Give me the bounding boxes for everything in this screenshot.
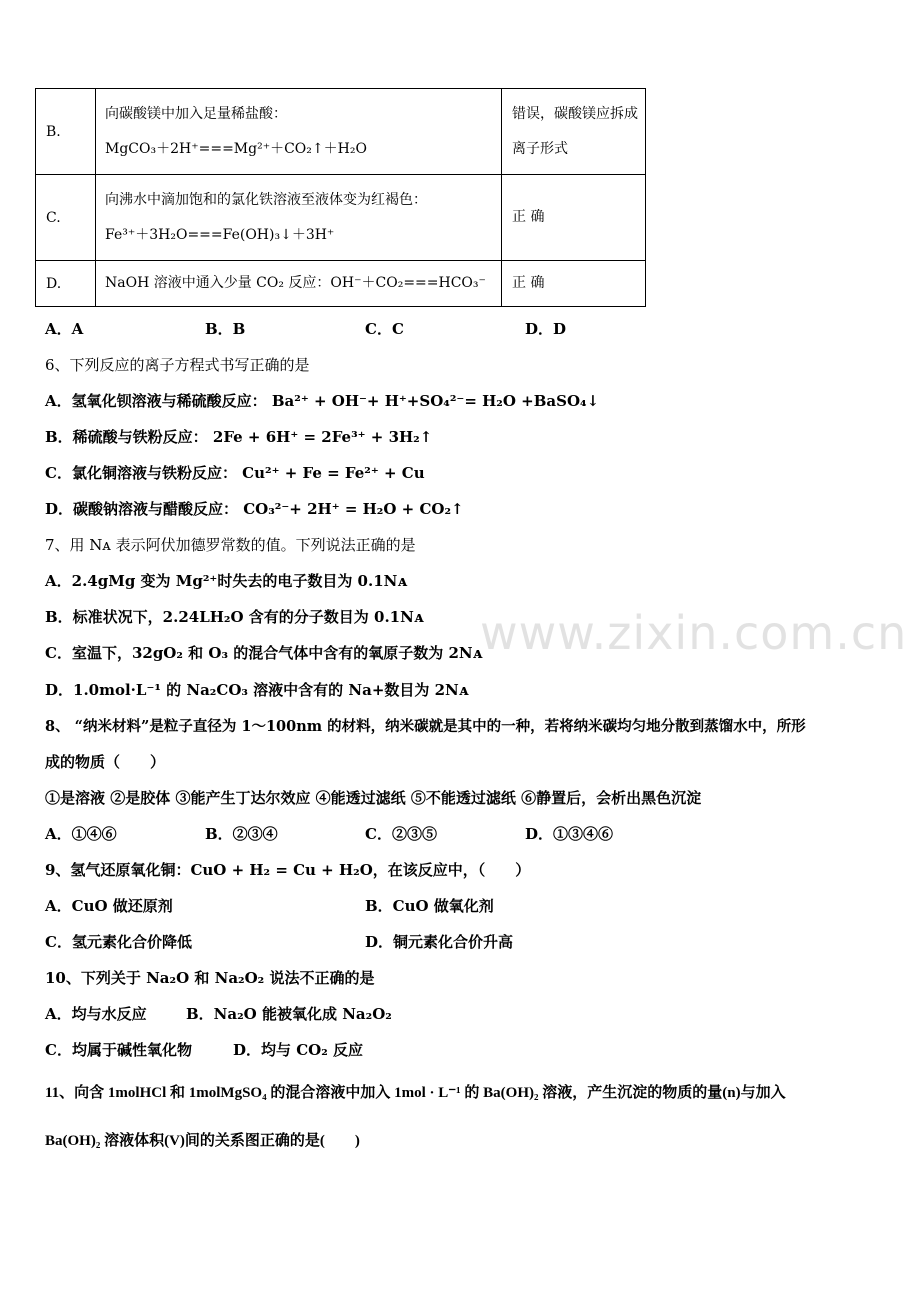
- q9-option-a: A．CuO 做还原剂: [45, 897, 173, 915]
- q7-option-a: A．2.4gMg 变为 Mg²⁺时失去的电子数目为 0.1Nᴀ: [45, 572, 407, 590]
- question-11-stem-cont: Ba(OH)₂ 溶液体积(V)间的关系图正确的是( ): [45, 1133, 360, 1149]
- table-row: [36, 261, 646, 307]
- q8-option-d: D．①③④⑥: [525, 825, 614, 843]
- row-equation: Fe³⁺＋3H₂O===Fe(OH)₃↓＋3H⁺: [105, 226, 335, 243]
- question-11-stem: 11、向含 1molHCl 和 1molMgSO₄ 的混合溶液中加入 1mol · L⁻¹ 的 Ba(OH)₂ 溶液，产生沉淀的物质的量(n)与加入: [45, 1085, 786, 1101]
- question-9-stem: 9、氢气还原氧化铜：CuO + H₂ = Cu + H₂O，在该反应中，（ ）: [45, 861, 531, 879]
- q10-option-b: B．Na₂O 能被氧化成 Na₂O₂: [186, 1005, 392, 1023]
- q8-option-b: B．②③④: [205, 825, 278, 843]
- row-label: D.: [36, 261, 96, 307]
- q9-option-d: D．铜元素化合价升高: [365, 933, 514, 951]
- q7-option-b: B．标准状况下，2.24LH₂O 含有的分子数目为 0.1Nᴀ: [45, 608, 424, 626]
- q9-option-b: B．CuO 做氧化剂: [365, 897, 494, 915]
- q6-option-a: A．氢氧化钡溶液与稀硫酸反应： Ba²⁺ + OH⁻+ H⁺+SO₄²⁻= H₂O +BaSO₄↓: [45, 392, 600, 410]
- option-a: A．A: [45, 320, 84, 338]
- q8-option-c: C．②③⑤: [365, 825, 437, 843]
- option-b: B．B: [205, 320, 246, 338]
- q6-option-c: C．氯化铜溶液与铁粉反应： Cu²⁺ + Fe = Fe²⁺ + Cu: [45, 464, 425, 482]
- option-d: D．D: [525, 320, 567, 338]
- question-8-stem: 8、 “纳米材料”是粒子直径为 1～100nm 的材料，纳米碳就是其中的一种，若将纳米碳均匀地分散到蒸馏水中，所形: [45, 718, 806, 735]
- question-10-stem: 10、下列关于 Na₂O 和 Na₂O₂ 说法不正确的是: [45, 969, 375, 987]
- table-row: [36, 175, 646, 261]
- row-label: C.: [36, 175, 96, 261]
- q7-option-d: D．1.0mol·L⁻¹ 的 Na₂CO₃ 溶液中含有的 Na+数目为 2Nᴀ: [45, 681, 469, 699]
- q7-option-c: C．室温下，32gO₂ 和 O₃ 的混合气体中含有的氧原子数为 2Nᴀ: [45, 644, 483, 662]
- row-comment: 正 确: [502, 175, 646, 261]
- q6-option-d: D．碳酸钠溶液与醋酸反应： CO₃²⁻+ 2H⁺ = H₂O + CO₂↑: [45, 500, 464, 518]
- q10-option-c: C．均属于碱性氧化物: [45, 1041, 192, 1059]
- options-table: [35, 88, 646, 307]
- option-c: C．C: [365, 320, 404, 338]
- q10-option-d: D．均与 CO₂ 反应: [233, 1041, 364, 1059]
- row-desc: NaOH 溶液中通入少量 CO₂ 反应：OH⁻＋CO₂===HCO₃⁻: [105, 275, 486, 291]
- watermark: www.zixin.com.cn: [480, 606, 908, 660]
- q10-option-a: A．均与水反应: [45, 1005, 147, 1023]
- question-8-stem-cont: 成的物质（ ）: [45, 753, 166, 771]
- row-equation-cell: [96, 175, 502, 261]
- q9-option-c: C．氢元素化合价降低: [45, 933, 192, 951]
- row-desc: 向沸水中滴加饱和的氯化铁溶液至液体变为红褐色：: [105, 191, 427, 208]
- row-label: B.: [36, 89, 96, 175]
- q6-option-b: B．稀硫酸与铁粉反应： 2Fe + 6H⁺ = 2Fe³⁺ + 3H₂↑: [45, 428, 433, 446]
- row-comment: 正 确: [502, 261, 646, 307]
- q8-option-a: A．①④⑥: [45, 825, 117, 843]
- row-equation: MgCO₃＋2H⁺===Mg²⁺＋CO₂↑＋H₂O: [105, 140, 367, 157]
- row-desc: 向碳酸镁中加入足量稀盐酸：: [105, 105, 287, 122]
- table-row: [36, 89, 646, 175]
- q8-items: ①是溶液 ②是胶体 ③能产生丁达尔效应 ④能透过滤纸 ⑤不能透过滤纸 ⑥静置后，会析出黑色沉淀: [45, 789, 702, 807]
- row-equation-cell: [96, 261, 502, 307]
- row-comment: 错误，碳酸镁应拆成离子形式: [502, 89, 646, 175]
- question-6-stem: 6、下列反应的离子方程式书写正确的是: [45, 356, 310, 374]
- question-7-stem: 7、用 Nᴀ 表示阿伏加德罗常数的值。下列说法正确的是: [45, 536, 416, 554]
- row-equation-cell: [96, 89, 502, 175]
